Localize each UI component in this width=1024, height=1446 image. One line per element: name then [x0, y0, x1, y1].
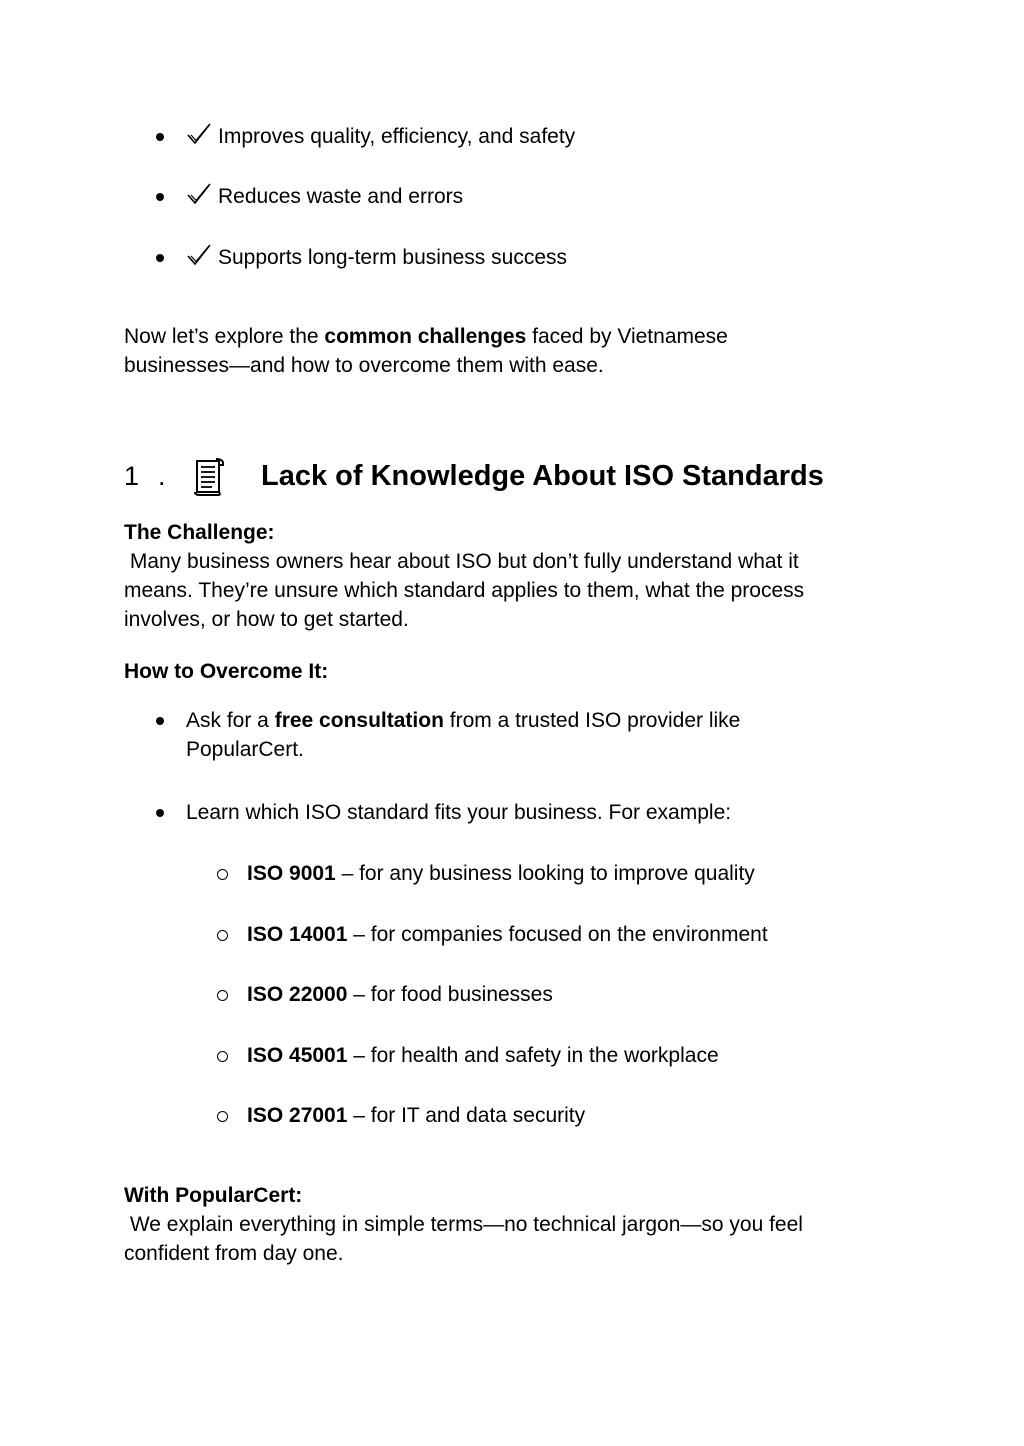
challenge-line: means. They’re unsure which standard applies to them, what the process — [124, 579, 805, 602]
circle-bullet — [217, 1111, 228, 1122]
benefit-text: Improves quality, efficiency, and safety — [218, 125, 576, 148]
bullet-dot — [156, 809, 164, 817]
check-icon — [186, 182, 212, 206]
benefit-text: Supports long-term business success — [218, 246, 567, 269]
challenge-line: Many business owners hear about ISO but don’t fully understand what it — [124, 550, 799, 573]
circle-bullet — [217, 930, 228, 941]
circle-bullet — [217, 1051, 228, 1062]
intro-paragraph — [124, 322, 884, 380]
overcome-label: How to Overcome It: — [124, 660, 329, 683]
circle-bullet — [217, 990, 228, 1001]
check-icon — [186, 122, 212, 146]
section-dot: . — [158, 461, 166, 491]
scroll-icon — [192, 456, 228, 496]
challenge-line: involves, or how to get started. — [124, 608, 409, 631]
popularcert-line: confident from day one. — [124, 1242, 344, 1265]
standard-code: ISO 14001 — [247, 923, 348, 946]
section-number: 1 — [124, 461, 140, 491]
tip-bold: free consultation — [274, 709, 444, 732]
section-title: Lack of Knowledge About ISO Standards — [261, 460, 824, 492]
standard-desc: – for any business looking to improve quality — [335, 862, 755, 885]
standard-desc: – for companies focused on the environment — [347, 923, 768, 946]
intro-text-post: faced by Vietnamese — [526, 325, 728, 348]
standard-code: ISO 27001 — [247, 1104, 348, 1127]
bullet-dot — [156, 717, 164, 725]
standard-desc: – for food businesses — [347, 983, 553, 1006]
tip-text: Learn which ISO standard fits your business. For example: — [186, 801, 732, 824]
challenge-label: The Challenge: — [124, 521, 275, 544]
standard-code: ISO 45001 — [247, 1044, 348, 1067]
popularcert-line: We explain everything in simple terms—no technical jargon—so you feel — [124, 1213, 803, 1236]
benefit-text: Reduces waste and errors — [218, 185, 464, 208]
intro-bold: common challenges — [324, 325, 527, 348]
standard-code: ISO 9001 — [247, 862, 336, 885]
intro-line2: businesses—and how to overcome them with ease. — [124, 354, 604, 377]
tip-line2: PopularCert. — [186, 738, 304, 761]
standard-code: ISO 22000 — [247, 983, 348, 1006]
intro-text: Now let’s explore the — [124, 325, 325, 348]
bullet-dot — [156, 254, 164, 262]
bullet-dot — [156, 133, 164, 141]
popularcert-label: With PopularCert: — [124, 1184, 303, 1207]
challenge-paragraph — [124, 547, 884, 634]
standard-desc: – for IT and data security — [347, 1104, 586, 1127]
standard-desc: – for health and safety in the workplace — [347, 1044, 719, 1067]
tip-text: Ask for a — [186, 709, 275, 732]
check-icon — [186, 243, 212, 267]
tip-text-post: from a trusted ISO provider like — [443, 709, 741, 732]
bullet-dot — [156, 193, 164, 201]
circle-bullet — [217, 869, 228, 880]
popularcert-paragraph — [124, 1210, 884, 1268]
